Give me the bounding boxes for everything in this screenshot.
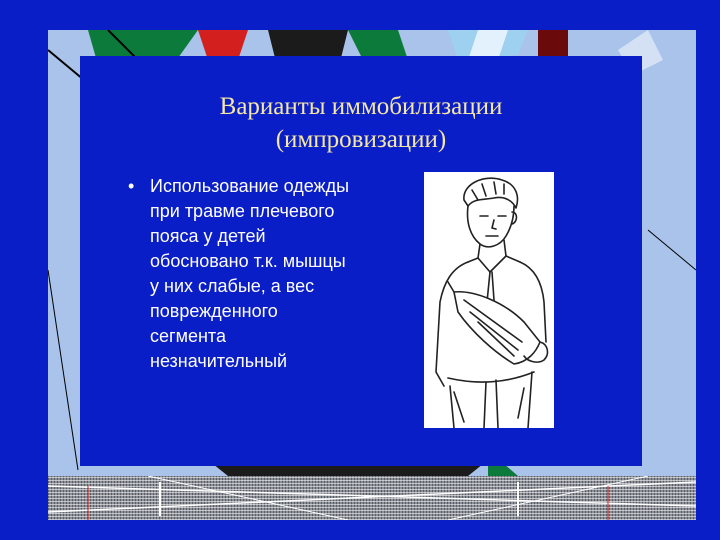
bullet-list: [124, 174, 384, 374]
slide-content: [80, 56, 642, 466]
title-line-1: Варианты иммобилизации: [219, 93, 503, 120]
bullet-dot-icon: •: [128, 176, 135, 196]
title-line-2: (импровизации): [275, 126, 447, 153]
bullet-item: [124, 174, 350, 374]
band-lines: [48, 476, 696, 520]
bullet-text: Использование одежды при травме плечевого пояса у детей обосновано т.к. мышцы у них слабые, а вес поврежденного сегмента незначительный: [150, 176, 350, 371]
hatched-bottom-band: [48, 476, 696, 520]
slide-title: [80, 90, 642, 156]
arm-sling-illustration-icon: [424, 172, 554, 428]
